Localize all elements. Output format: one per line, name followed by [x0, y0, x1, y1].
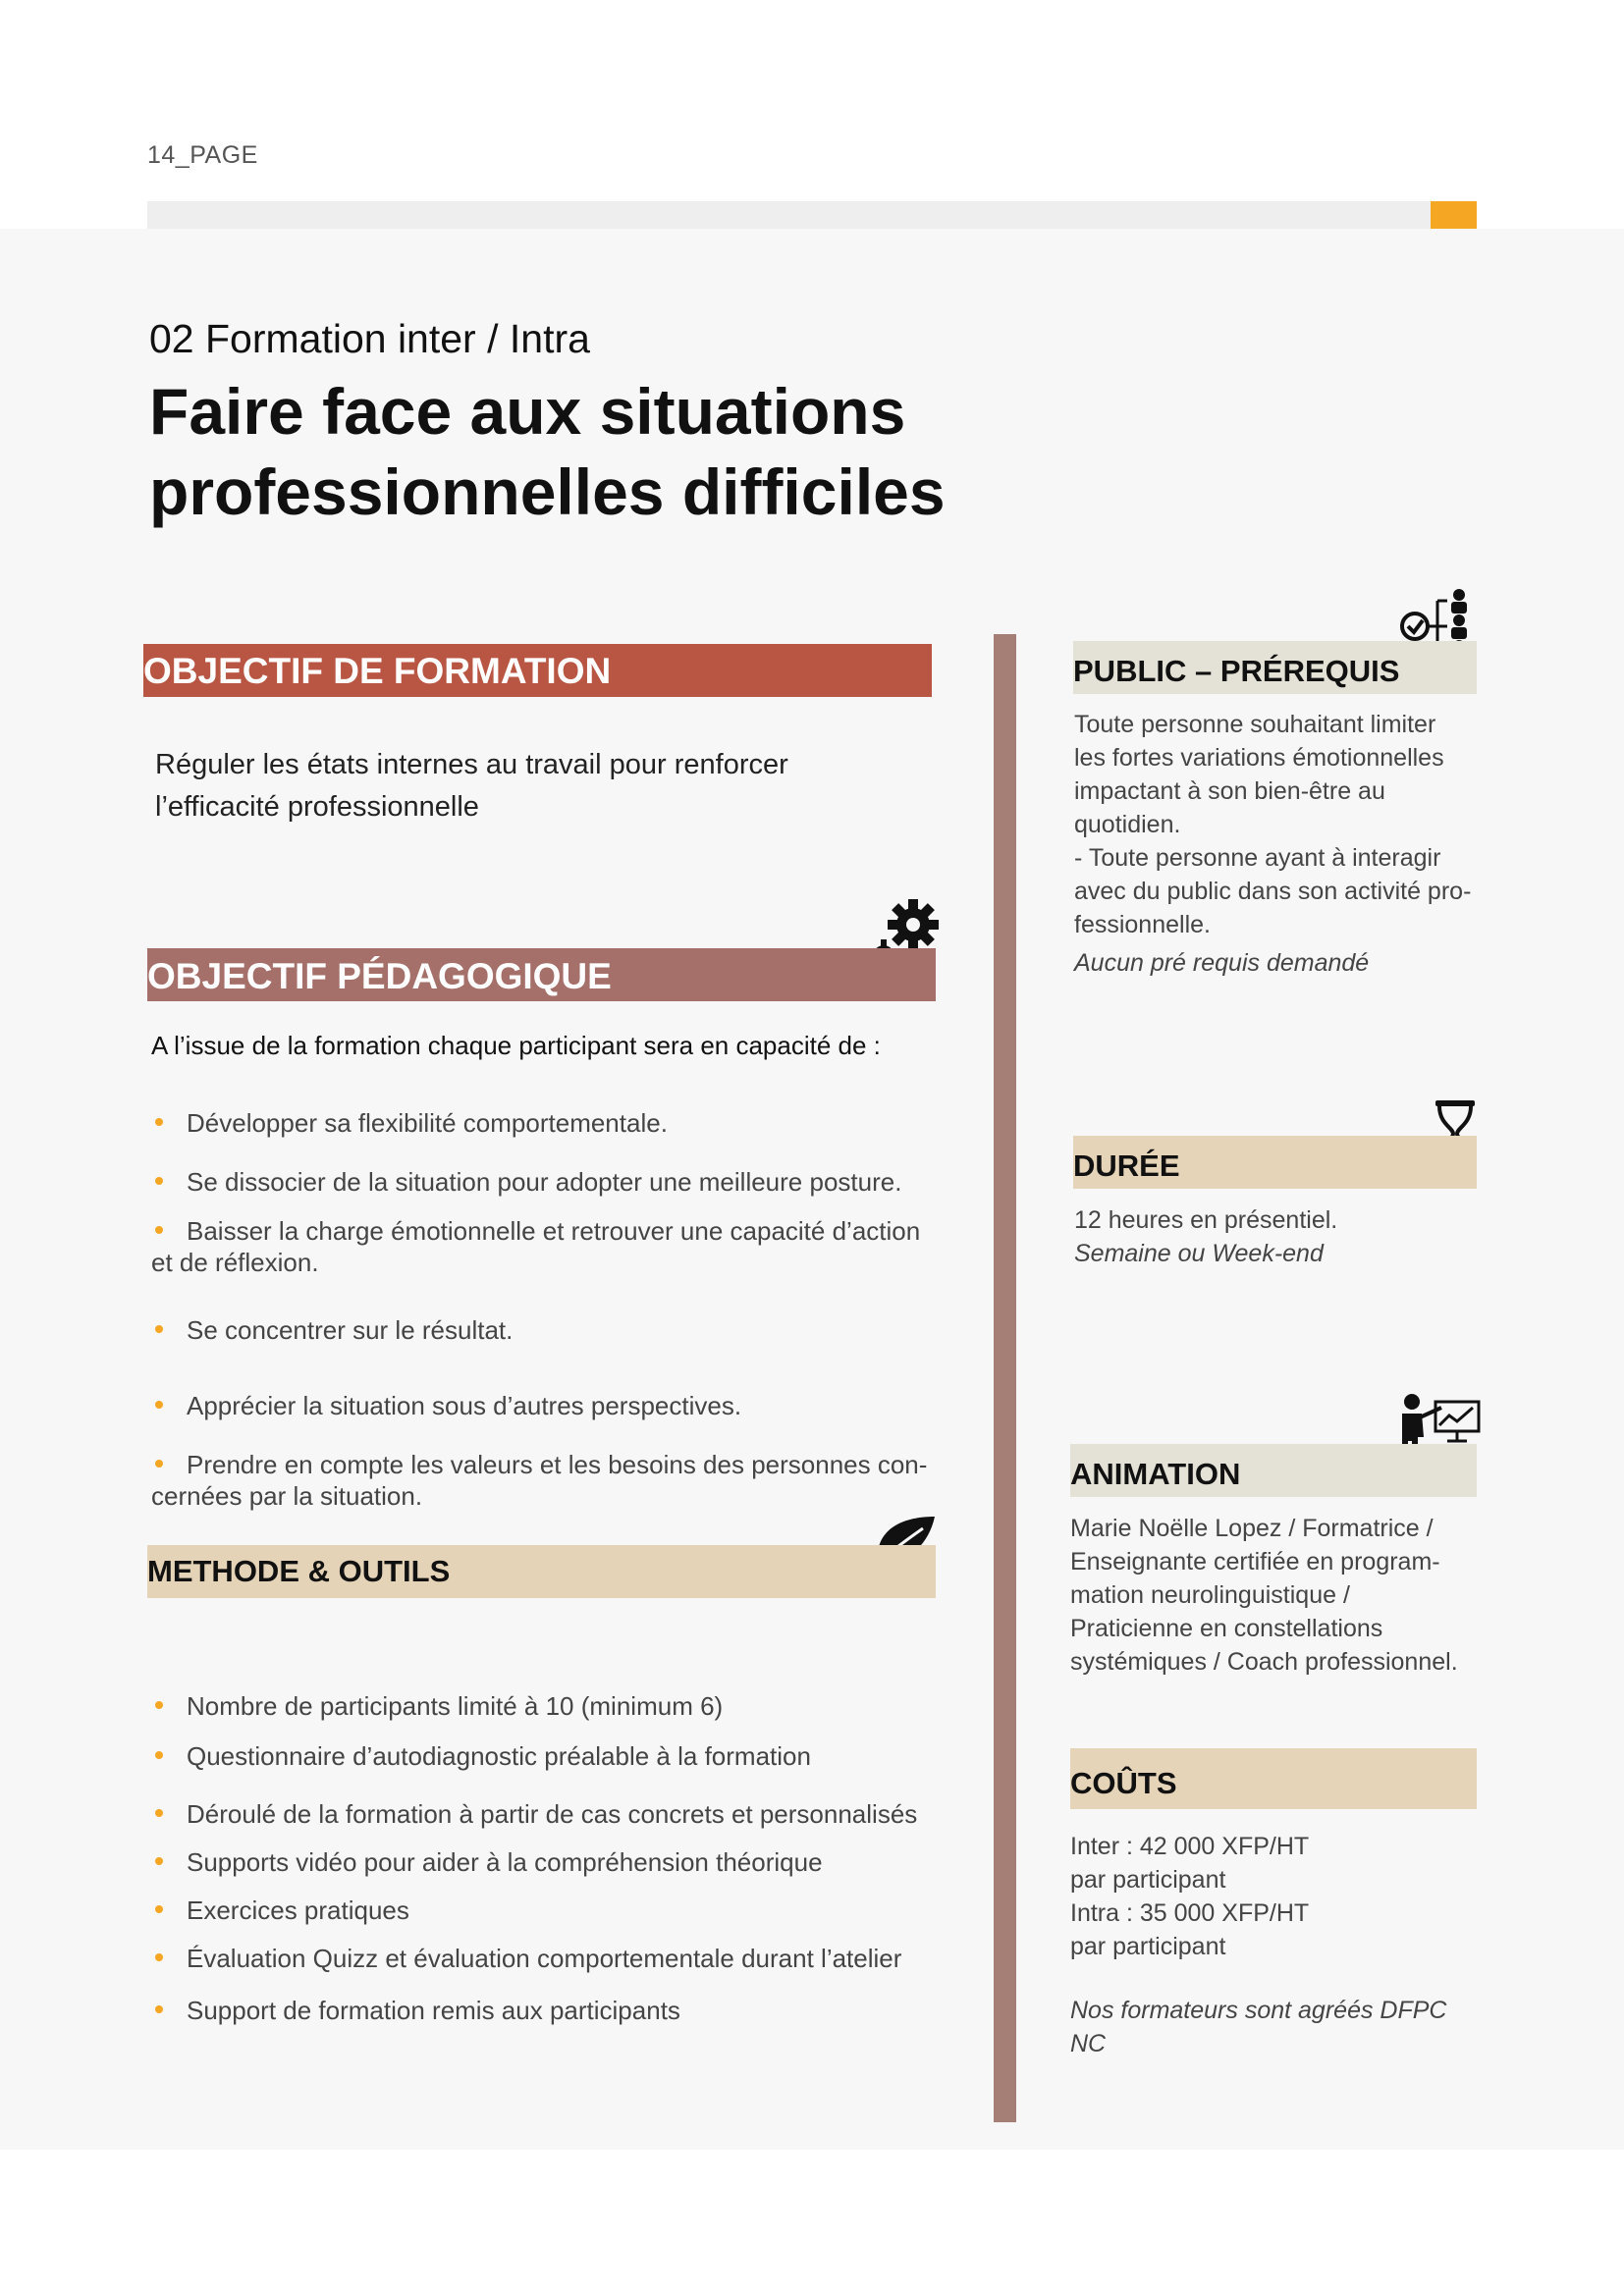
- list-item: Questionnaire d’autodiagnostic préalable à la formation: [155, 1740, 941, 1772]
- bullet-dot: [155, 1905, 163, 1913]
- bullet-dot: [155, 1460, 163, 1468]
- page-subtitle: 02 Formation inter / Intra: [149, 316, 590, 361]
- objectif-pedagogique-heading: OBJECTIF PÉDAGOGIQUE: [147, 948, 936, 1001]
- couts-note: Nos formateurs sont agréés DFPC NC: [1070, 1997, 1447, 2057]
- bullet-dot: [155, 1953, 163, 1961]
- bullet-dot: [155, 1701, 163, 1709]
- animation-text: Marie Noëlle Lopez / Formatrice / Enseignante certifiée en program- mation neurolinguistique / Praticienne en constellations systémiques / Coach professionnel.: [1070, 1515, 1458, 1676]
- list-item: Baisser la charge émotionnelle et retrouver une capacité d’action: [155, 1215, 941, 1247]
- page-title: [149, 371, 1131, 532]
- list-item: Évaluation Quizz et évaluation comportementale durant l’atelier: [155, 1943, 941, 1974]
- couts-heading: COÛTS: [1070, 1748, 1477, 1809]
- bullet-dot: [155, 1857, 163, 1865]
- bullet-dot: [155, 1751, 163, 1759]
- list-item: Développer sa flexibilité comportementale.: [155, 1107, 941, 1139]
- objectif-line-1: Réguler les états internes au travail pour renforcer: [155, 749, 788, 780]
- page-number: 14_PAGE: [147, 141, 258, 169]
- list-item: Exercices pratiques: [155, 1895, 941, 1926]
- bullet-dot: [155, 1325, 163, 1333]
- objectif-formation-text: [155, 744, 901, 828]
- list-item: Se dissocier de la situation pour adopter une meilleure posture.: [155, 1166, 941, 1198]
- bullet-dot: [155, 1118, 163, 1126]
- list-item: Nombre de participants limité à 10 (minimum 6): [155, 1690, 941, 1722]
- list-item-continued: et de réflexion.: [151, 1248, 319, 1277]
- duree-heading: DURÉE: [1073, 1136, 1477, 1189]
- duree-line-1: 12 heures en présentiel.: [1074, 1206, 1338, 1234]
- list-item: Prendre en compte les valeurs et les besoins des personnes con-: [155, 1449, 941, 1480]
- objectif-pedagogique-intro: A l’issue de la formation chaque participant sera en capacité de :: [151, 1031, 881, 1060]
- list-item-continued: cernées par la situation.: [151, 1481, 423, 1511]
- title-line-1: Faire face aux situations: [149, 375, 906, 448]
- list-item: Apprécier la situation sous d’autres perspectives.: [155, 1390, 941, 1421]
- title-line-2: professionnelles difficiles: [149, 455, 946, 528]
- bullet-dot: [155, 1177, 163, 1185]
- objectif-line-2: l’efficacité professionnelle: [155, 791, 479, 823]
- bullet-dot: [155, 1809, 163, 1817]
- list-item: Se concentrer sur le résultat.: [155, 1314, 941, 1346]
- top-bar-accent: [1431, 201, 1477, 229]
- duree-line-2: Semaine ou Week-end: [1074, 1240, 1324, 1267]
- top-bar: [147, 201, 1431, 229]
- animation-heading: ANIMATION: [1070, 1444, 1477, 1497]
- column-divider: [994, 634, 1016, 2122]
- list-item: Support de formation remis aux participants: [155, 1995, 941, 2026]
- bullet-dot: [155, 2005, 163, 2013]
- public-heading: PUBLIC – PRÉREQUIS: [1073, 641, 1477, 694]
- bullet-dot: [155, 1401, 163, 1409]
- objectif-formation-heading: OBJECTIF DE FORMATION: [143, 644, 932, 697]
- public-note: Aucun pré requis demandé: [1074, 949, 1370, 977]
- methode-heading: METHODE & OUTILS: [147, 1545, 936, 1598]
- list-item: Supports vidéo pour aider à la compréhension théorique: [155, 1846, 941, 1878]
- couts-text: Inter : 42 000 XFP/HT par participant Intra : 35 000 XFP/HT par participant: [1070, 1833, 1310, 1960]
- list-item: Déroulé de la formation à partir de cas concrets et personnalisés: [155, 1798, 941, 1830]
- bullet-dot: [155, 1226, 163, 1234]
- public-text: Toute personne souhaitant limiter les fortes variations émotionnelles impactant à son bien-être au quotidien. - Toute personne ayant à interagir avec du public dans son activité pro- fessionnelle.: [1074, 711, 1472, 938]
